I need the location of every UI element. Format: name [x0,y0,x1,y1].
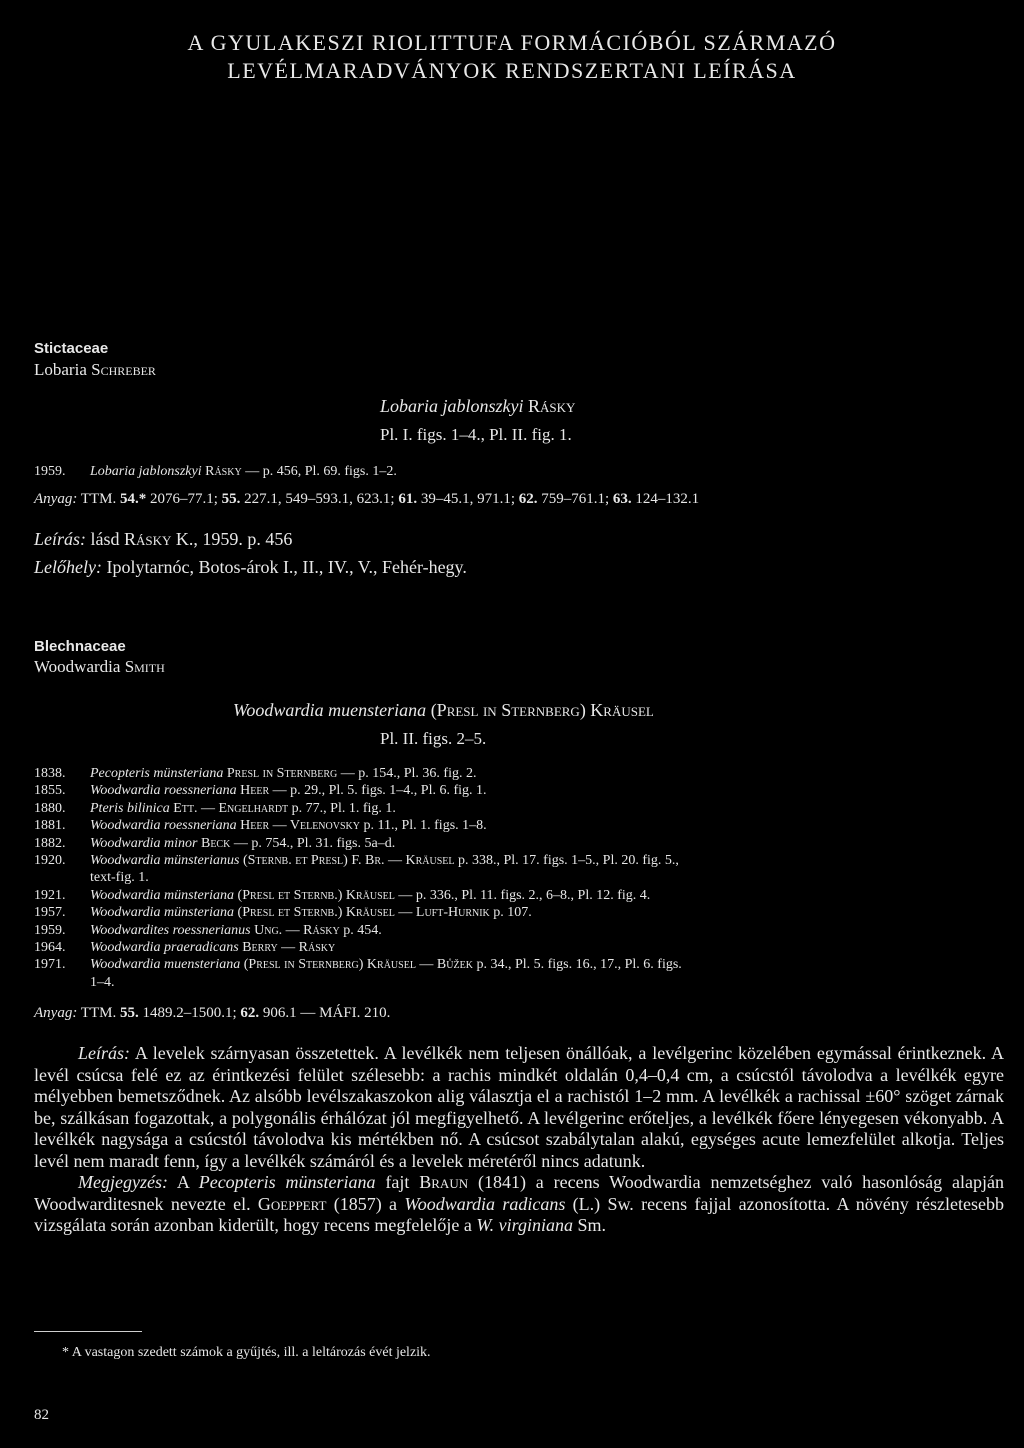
synonymy-author: Berry — Rásky [242,940,336,955]
synonymy-name: Lobaria jablonszkyi [90,464,202,479]
material-text: TTM. [77,491,120,507]
synonymy-entry [34,836,395,852]
synonymy-author: Heer — Velenovsky [240,818,360,834]
genus-author: Smith [124,657,165,676]
material-text: 759–761.1; [537,491,613,507]
synonymy-reference: — p. 154., Pl. 36. fig. 2. [337,766,477,781]
footnote: * A vastagon szedett számok a gyűjtés, ill. a leltározás évét jelzik. [62,1345,431,1360]
page-title-line-1: A GYULAKESZI RIOLITTUFA FORMÁCIÓBÓL SZÁRMAZÓ [187,30,837,55]
synonymy-author: (Presl in Sternberg) Kräusel — Bůžek [243,957,473,973]
synonymy-year: 1959. [34,922,66,938]
synonymy-entry [34,853,679,869]
material-text: 2076–77.1; [146,491,222,507]
genus-heading-lobaria [34,360,156,380]
remark-taxon: Woodwardia radicans [404,1193,566,1214]
remark-taxon: W. virginiana [476,1215,573,1235]
synonymy-author: Presl in Sternberg [226,766,338,781]
synonymy-reference: p. 77., Pl. 1. fig. 1. [288,800,396,816]
synonymy-year: 1920. [34,853,66,868]
synonymy-author: (Sternb. et Presl) F. Br. — Kräusel [242,853,455,868]
material-line [34,1005,390,1022]
synonymy-name: Woodwardia muensteriana [90,957,241,973]
description-author: Rásky [124,529,172,549]
description-line [34,529,292,550]
synonymy-reference: — p. 336., Pl. 11. figs. 2., 6–8., Pl. 12. fig. 4. [394,887,651,903]
material-text: 39–45.1, 971.1; [417,491,519,507]
genus-heading-woodwardia [34,657,165,677]
genus-author: Schreber [91,360,156,379]
material-text: 906.1 — MÁFI. 210. [259,1005,391,1021]
description-text: K., 1959. p. 456 [171,529,293,549]
description-paragraph [34,1043,1004,1172]
material-year: 62. [518,491,538,507]
synonymy-name: Woodwardia münsteriana [90,905,235,921]
family-name-blechnaceae: Blechnaceae [34,638,126,655]
remark-author: Goeppert [257,1193,327,1214]
synonymy-reference: — p. 754., Pl. 31. figs. 5a–d. [230,835,396,851]
synonymy-year: 1838. [34,766,66,781]
material-label: Anyag: [34,491,78,507]
synonymy-author: Ett. — Engelhardt [173,800,289,816]
material-text: 1489.2–1500.1; [138,1005,241,1021]
synonymy-entry [34,801,396,817]
synonymy-year: 1882. [34,835,66,851]
remark-author: Braun [419,1172,469,1192]
synonymy-reference: — p. 456, Pl. 69. figs. 1–2. [241,464,397,479]
synonymy-year: 1971. [34,957,66,973]
material-year: 54.* [119,491,147,507]
synonymy-author: (Presl et Sternb.) Kräusel — Luft-Hurnik [237,905,490,921]
species-name: Lobaria jablonszkyi [380,396,524,416]
synonymy-reference: — p. 29., Pl. 5. figs. 1–4., Pl. 6. fig. 1. [269,783,487,799]
synonymy-reference: p. 454. [339,922,382,938]
synonymy-name: Woodwardia münsteriana [90,887,235,903]
synonymy-author: Heer [240,783,270,799]
synonymy-name: Pecopteris münsteriana [90,766,224,781]
synonymy-reference: p. 338., Pl. 17. figs. 1–5., Pl. 20. fig. 5., [454,853,679,868]
footnote-rule [34,1331,142,1332]
material-text: TTM. [77,1005,120,1021]
synonymy-reference: p. 11., Pl. 1. figs. 1–8. [359,818,487,834]
material-label: Anyag: [34,1005,78,1021]
genus-name: Woodwardia [34,657,121,676]
synonymy-year: 1959. [34,464,66,479]
material-year: 55. [221,491,241,507]
material-line [34,491,699,508]
material-year: 55. [119,1005,139,1021]
description-text: A levelek szárnyasan összetettek. A levélkék nem teljesen önállóak, a levélgerinc közelében egymással érintkeznek. A levél csúcsa felé ez az érintkezési felület szélesebb: a rachis mindkét oldalán 0,4–0,4 cm, a csúcstól távolodva a levélkék egyre mélyebben bemetsződnek. Az alsóbb levélszakaszokon alig választja el a rachistól 1–2 mm. A levélkék a rachissal ±60° szöget zárnak be, szálkásan fogazottak, a polygonális érhálózat jól megfigyelhető. A levélgerinc erőteljes, a levélkék főere lényegesen vékonyabb. A levélkék nagysága a csúcstól távolodva kis mértékben nő. A csúcsot szabálytalan alakú, egységes acute lemezfelület alkotja. Teljes levél nem maradt fenn, így a levélkék számáról és a levelek méretéről nincs adatunk. [34,1043,1004,1171]
synonymy-year: 1880. [34,800,66,816]
remark-text: Sm. [573,1215,607,1235]
synonymy-entry [34,783,487,799]
species-plates: Pl. II. figs. 2–5. [380,729,487,748]
synonymy-entry [34,905,532,921]
page-number: 82 [34,1407,49,1423]
synonymy-entry [34,888,650,904]
body-text [34,1043,1004,1237]
synonymy-reference: text-fig. 1. [90,870,149,886]
description-label: Leírás: [78,1043,131,1063]
remark-label: Megjegyzés: [78,1172,168,1192]
synonymy-entry [34,975,115,991]
description-text: lásd [86,529,125,549]
synonymy-entry [34,766,476,782]
synonymy-author: Beck [200,835,231,851]
locality-label: Lelőhely: [34,557,102,577]
remark-text: (1841) a recens Woodwardia nemzetséghez való hasonlóság alapján Woodwarditesnek nevezte el. [34,1172,1004,1214]
synonymy-name: Woodwardia münsterianus [90,853,240,868]
synonymy-author: Rásky [205,464,242,479]
synonymy-name: Woodwardia praeradicans [90,940,239,955]
description-label: Leírás: [34,529,87,549]
synonymy-entry [34,940,335,956]
material-year: 62. [240,1005,260,1021]
material-year: 63. [612,491,632,507]
synonymy-name: Pteris bilinica [90,800,170,816]
remark-text: (1857) a [326,1193,405,1214]
synonymy-year: 1855. [34,783,66,799]
synonymy-entry [34,464,397,480]
synonymy-year: 1957. [34,905,66,921]
material-text: 227.1, 549–593.1, 623.1; [240,491,399,507]
synonymy-year: 1964. [34,940,66,955]
remark-paragraph [34,1172,1004,1237]
remark-text: A [167,1172,199,1192]
species-plates: Pl. I. figs. 1–4., Pl. II. fig. 1. [380,425,572,444]
synonymy-entry [34,818,487,834]
page-title-line-2: LEVÉLMARADVÁNYOK RENDSZERTANI LEÍRÁSA [227,58,797,83]
synonymy-reference: 1–4. [90,974,115,990]
synonymy-name: Woodwardia roessneriana [90,783,237,799]
material-year: 61. [398,491,418,507]
remark-text: fajt [375,1172,420,1192]
family-name-stictaceae: Stictaceae [34,340,109,357]
synonymy-entry [34,923,382,939]
locality-text: Ipolytarnóc, Botos-árok I., II., IV., V., Fehér-hegy. [101,557,467,577]
synonymy-year: 1921. [34,887,66,903]
synonymy-entry [34,957,682,973]
species-heading-lobaria-jablonszkyi [380,396,575,417]
species-author: (Presl in Sternberg) Kräusel [430,700,654,720]
synonymy-entry [34,870,149,886]
remark-text: (L.) Sw. recens fajjal azonosította. A növény részletesebb vizsgálata során azonban kiderült, hogy recens megfelelője a [34,1193,1005,1235]
synonymy-reference: p. 107. [489,905,532,921]
species-author: Rásky [528,396,576,416]
species-name: Woodwardia muensteriana [233,700,427,720]
material-text: 124–132.1 [631,491,700,507]
remark-taxon: Pecopteris münsteriana [198,1172,376,1192]
synonymy-name: Woodwardia roessneriana [90,818,237,834]
synonymy-name: Woodwardia minor [90,835,198,851]
synonymy-reference: p. 34., Pl. 5. figs. 16., 17., Pl. 6. figs. [472,957,682,973]
genus-name: Lobaria [34,360,87,379]
synonymy-year: 1881. [34,818,66,834]
synonymy-author: (Presl et Sternb.) Kräusel [237,887,395,903]
species-heading-woodwardia-muensteriana [233,700,654,721]
synonymy-name: Woodwardites roessnerianus [90,922,251,938]
synonymy-author: Ung. — Rásky [254,922,340,938]
locality-line [34,557,467,578]
